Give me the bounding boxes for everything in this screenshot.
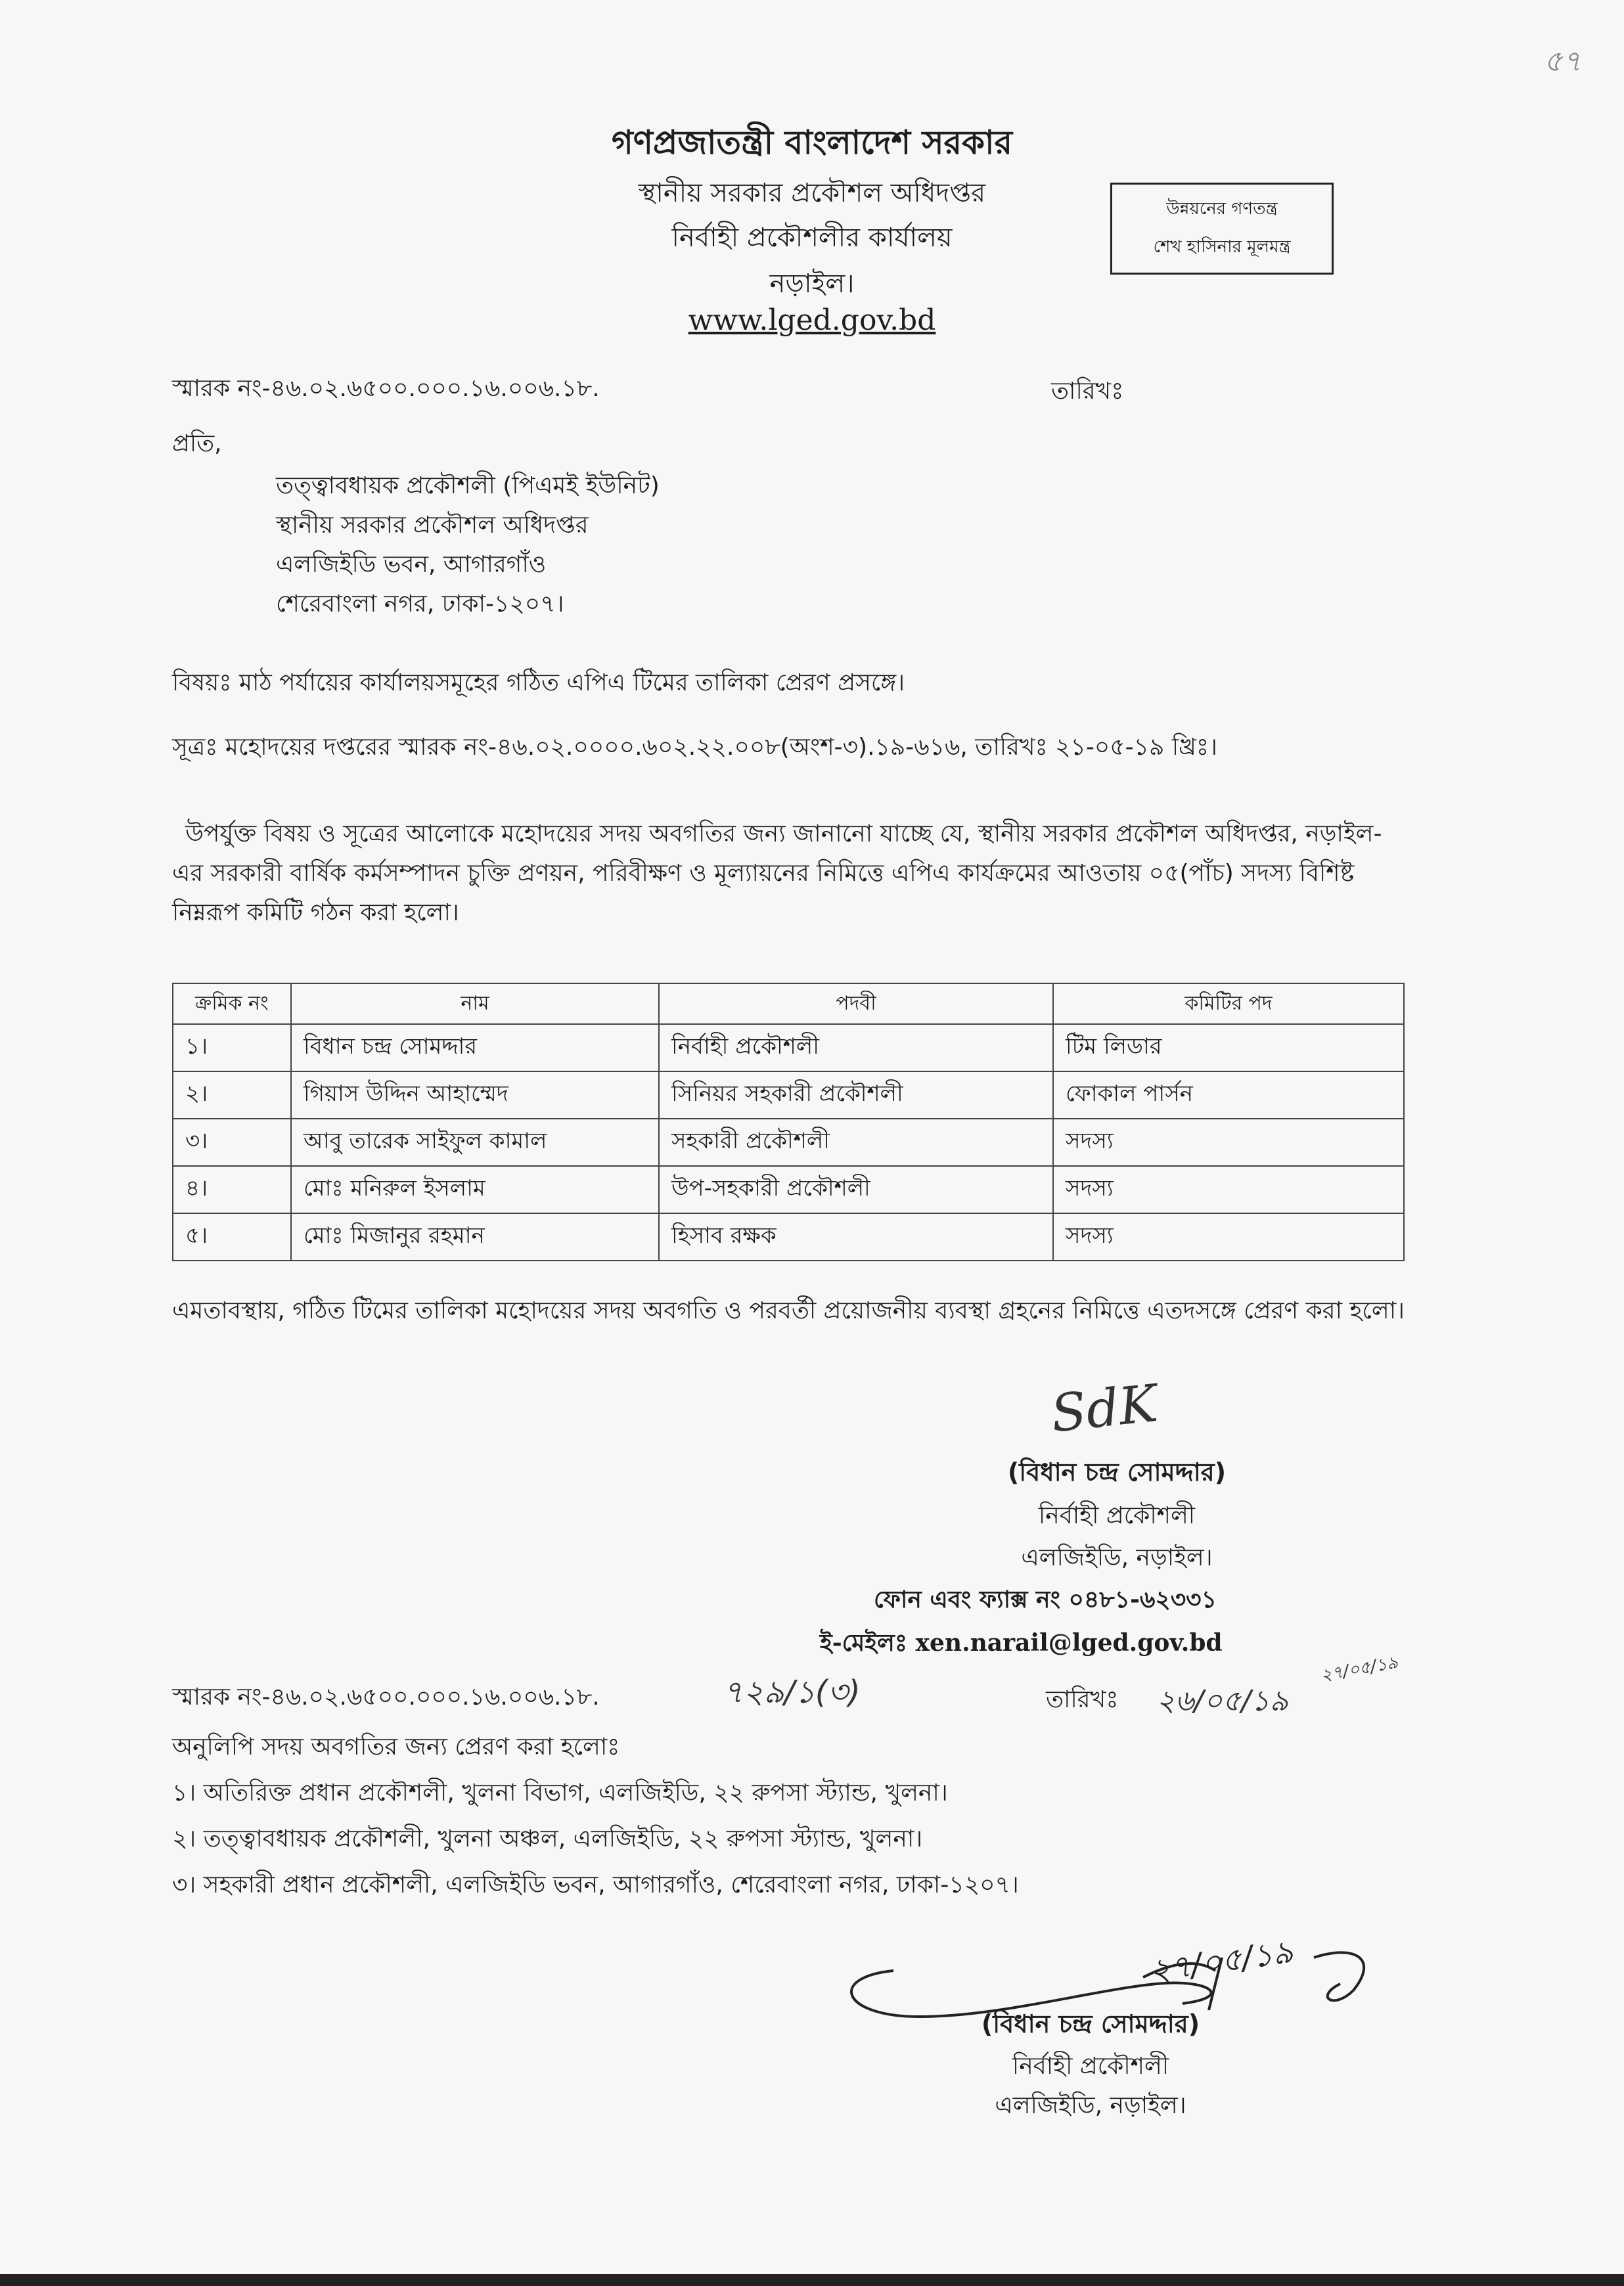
body-paragraph: উপর্যুক্ত বিষয় ও সূত্রের আলোকে মহোদয়ের সদয় অবগতির জন্য জানানো যাচ্ছে যে, স্থানীয় সরকার প্রকৌশল অধিদপ্তর, নড়াইল- এর সরকারী বার্ষিক কর্মসম্পাদন চুক্তি প্রণয়ন, পরিবীক্ষণ ও মূল্যায়নের নিমিত্তে এপিএ কার্যক্রমের আওতায় ০৫(পাঁচ) সদস্য বিশিষ্ট নিম্নরূপ কমিটি গঠন করা হলো। <box>172 820 1382 926</box>
memo2-handwritten-suffix: ৭২৯/১(৩) <box>723 1674 861 1711</box>
slogan-box <box>1110 183 1334 275</box>
signatory-office: এলজিইডি, নড়াইল। <box>1021 1544 1213 1571</box>
govt-title: গণপ্রজাতন্ত্রী বাংলাদেশ সরকার <box>612 123 1012 162</box>
cell-designation: সহকারী প্রকৌশলী <box>659 1119 1053 1166</box>
copy-to-intro: অনুলিপি সদয় অবগতির জন্য প্রেরণ করা হলোঃ <box>172 1734 620 1760</box>
memo2-number: স্মারক নং-৪৬.০২.৬৫০০.০০০.১৬.০০৬.১৮. <box>172 1684 600 1711</box>
handwritten-initials: SdK <box>1048 1374 1160 1445</box>
scan-edge-bar <box>0 2274 1624 2286</box>
copy-to-item: ২। তত্ত্বাবধায়ক প্রকৌশলী, খুলনা অঞ্চল, এলজিইডি, ২২ রুপসা স্ট্যান্ড, খুলনা। <box>172 1826 923 1852</box>
office-name: নির্বাহী প্রকৌশলীর কার্যালয় <box>671 223 953 253</box>
col-header-committee-role: কমিটির পদ <box>1053 983 1404 1024</box>
signatory-phone: ফোন এবং ফ্যাক্স নং ০৪৮১-৬২৩৩১ <box>874 1586 1217 1613</box>
memo-date-label: তারিখঃ <box>1051 378 1124 405</box>
cell-committee-role: সদস্য <box>1053 1213 1404 1261</box>
cell-serial: ৪। <box>173 1166 291 1213</box>
slogan-line-1: উন্নয়নের গণতন্ত্র <box>1166 199 1278 219</box>
recipient-prefix: প্রতি, <box>172 430 222 457</box>
cell-name: মোঃ মনিরুল ইসলাম <box>291 1166 659 1213</box>
cell-designation: নির্বাহী প্রকৌশলী <box>659 1024 1053 1071</box>
cell-committee-role: ফোকাল পার্সন <box>1053 1071 1404 1119</box>
signatory2-office: এলজিইডি, নড়াইল। <box>995 2092 1186 2119</box>
subject-line: বিষয়ঃ মাঠ পর্যায়ের কার্যালয়সমূহের গঠিত এপিএ টিমের তালিকা প্রেরণ প্রসঙ্গে। <box>172 669 905 696</box>
col-header-serial: ক্রমিক নং <box>173 983 291 1024</box>
cell-serial: ৫। <box>173 1213 291 1261</box>
website-link[interactable]: www.lged.gov.bd <box>688 303 936 337</box>
cell-committee-role: টিম লিডার <box>1053 1024 1404 1071</box>
memo-number: স্মারক নং-৪৬.০২.৬৫০০.০০০.১৬.০০৬.১৮. <box>172 375 600 402</box>
apa-team-table <box>172 983 1405 1261</box>
district-name: নড়াইল। <box>769 269 855 299</box>
cell-serial: ৩। <box>173 1119 291 1166</box>
reference-line: সূত্রঃ মহোদয়ের দপ্তরের স্মারক নং-৪৬.০২.০০০০.৬০২.২২.০০৮(অংশ-৩).১৯-৬১৬, তারিখঃ ২১-০৫-১৯ খ্রিঃ। <box>172 734 1217 761</box>
memo2-handwritten-date-2: ২৭/০৫/১৯ <box>1319 1652 1400 1686</box>
signatory-designation: নির্বাহী প্রকৌশলী <box>1038 1502 1196 1529</box>
table-row <box>173 1213 1404 1261</box>
table-row <box>173 1166 1404 1213</box>
cell-designation: হিসাব রক্ষক <box>659 1213 1053 1261</box>
table-header-row <box>173 983 1404 1024</box>
signatory2-name: (বিধান চন্দ্র সোমদ্দার) <box>981 2009 1200 2038</box>
recipient-line: এলজিইডি ভবন, আগারগাঁও <box>276 551 547 578</box>
recipient-line: তত্ত্বাবধায়ক প্রকৌশলী (পিএমই ইউনিট) <box>276 472 660 499</box>
cell-designation: উপ-সহকারী প্রকৌশলী <box>659 1166 1053 1213</box>
memo2-date-label: তারিখঃ <box>1046 1686 1119 1713</box>
page-corner-mark: ৫৭ <box>1544 45 1582 78</box>
cell-serial: ২। <box>173 1071 291 1119</box>
recipient-line: স্থানীয় সরকার প্রকৌশল অধিদপ্তর <box>276 512 589 539</box>
dept-name: স্থানীয় সরকার প্রকৌশল অধিদপ্তর <box>638 178 986 208</box>
cell-serial: ১। <box>173 1024 291 1071</box>
signatory-name: (বিধান চন্দ্র সোমদ্দার) <box>1007 1458 1227 1487</box>
closing-paragraph: এমতাবস্থায়, গঠিত টিমের তালিকা মহোদয়ের সদয় অবগতি ও পরবর্তী প্রয়োজনীয় ব্যবস্থা গ্রহনের নিমিত্তে এতদসঙ্গে প্রেরণ করা হলো। <box>172 1297 1405 1324</box>
col-header-designation: পদবী <box>659 983 1053 1024</box>
recipient-line: শেরেবাংলা নগর, ঢাকা-১২০৭। <box>276 591 564 617</box>
slogan-line-2: শেখ হাসিনার মূলমন্ত্র <box>1153 237 1291 257</box>
table-row <box>173 1024 1404 1071</box>
cell-name: গিয়াস উদ্দিন আহাম্মেদ <box>291 1071 659 1119</box>
cell-name: বিধান চন্দ্র সোমদ্দার <box>291 1024 659 1071</box>
copy-to-item: ১। অতিরিক্ত প্রধান প্রকৌশলী, খুলনা বিভাগ, এলজিইডি, ২২ রুপসা স্ট্যান্ড, খুলনা। <box>172 1780 948 1806</box>
cell-name: আবু তারেক সাইফুল কামাল <box>291 1119 659 1166</box>
signatory-email[interactable]: ই-মেইলঃ xen.narail@lged.gov.bd <box>820 1629 1223 1657</box>
cell-name: মোঃ মিজানুর রহমান <box>291 1213 659 1261</box>
cell-designation: সিনিয়র সহকারী প্রকৌশলী <box>659 1071 1053 1119</box>
table-row <box>173 1119 1404 1166</box>
signature-handwritten-date: ২৭/০৫/১৯ <box>1147 1933 1296 1990</box>
signatory2-designation: নির্বাহী প্রকৌশলী <box>1012 2053 1169 2080</box>
cell-committee-role: সদস্য <box>1053 1166 1404 1213</box>
col-header-name: নাম <box>291 983 659 1024</box>
memo2-handwritten-date: ২৬/০৫/১৯ <box>1156 1684 1289 1718</box>
table-row <box>173 1071 1404 1119</box>
copy-to-item: ৩। সহকারী প্রধান প্রকৌশলী, এলজিইডি ভবন, আগারগাঁও, শেরেবাংলা নগর, ঢাকা-১২০৭। <box>172 1871 1019 1898</box>
cell-committee-role: সদস্য <box>1053 1119 1404 1166</box>
